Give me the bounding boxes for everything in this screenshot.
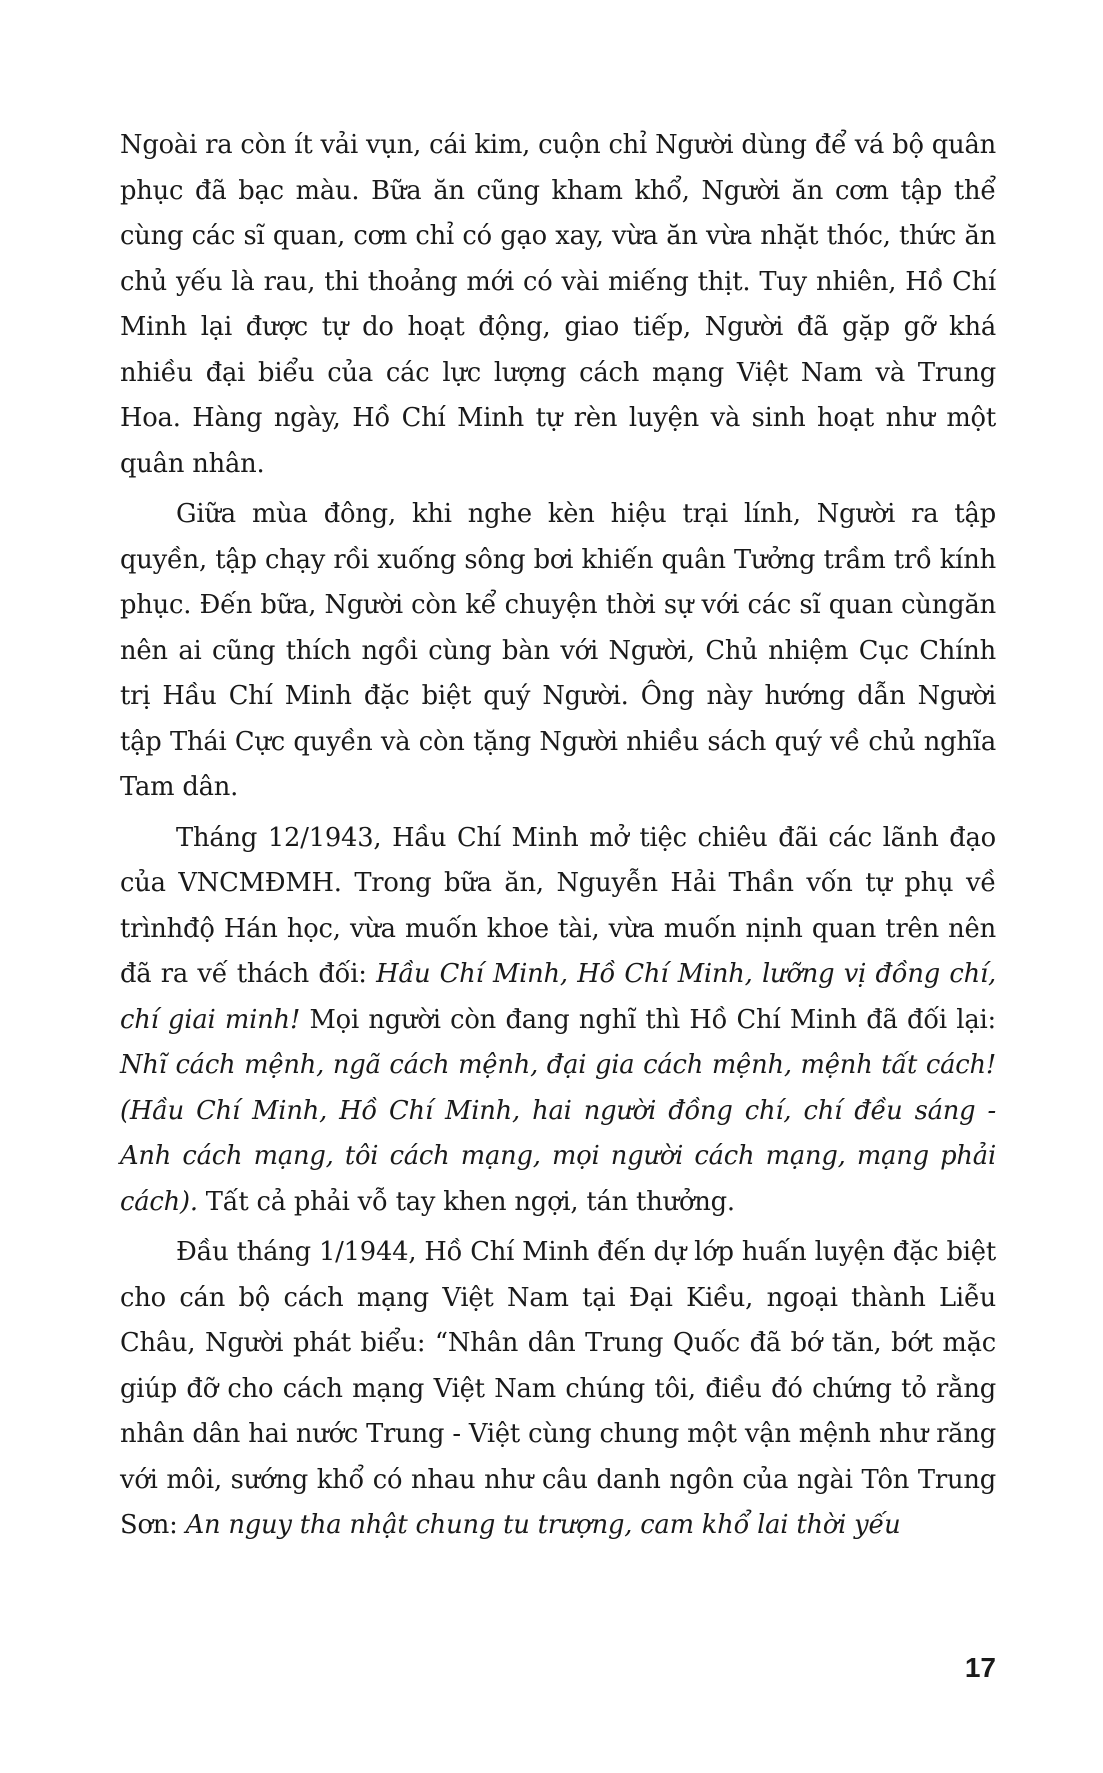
page-number: 17 xyxy=(964,1652,996,1683)
paragraph-1-run-1: Ngoài ra còn ít vải vụn, cái kim, cuộn chỉ Người dùng để vá bộ quân phục đã bạc màu. Bữa ăn cũng kham khổ, Người ăn cơm tập thể cùng các sĩ quan, cơm chỉ có gạo xay, vừa ăn vừa nhặt thóc, thức ăn chủ yếu là rau, thi thoảng mới có vài miếng thịt. Tuy nhiên, Hồ Chí Minh lại được tự do hoạt động, giao tiếp, Người đã gặp gỡ khá nhiều đại biểu của các lực lượng cách mạng Việt Nam và Trung Hoa. Hàng ngày, Hồ Chí Minh tự rèn luyện và sinh hoạt như một quân nhân. xyxy=(120,130,996,479)
paragraph-2 xyxy=(120,492,996,811)
paragraph-3-run-3: Mọi người còn đang nghĩ thì Hồ Chí Minh đã đối lại: xyxy=(300,1004,996,1035)
paragraph-1 xyxy=(120,123,996,487)
paragraph-4-run-1: Đầu tháng 1/1944, Hồ Chí Minh đến dự lớp huấn luyện đặc biệt cho cán bộ cách mạng Việt Nam tại Đại Kiều, ngoại thành Liễu Châu, Người phát biểu: “Nhân dân Trung Quốc đã bớ tăn, bớt mặc giúp đỡ cho cách mạng Việt Nam chúng tôi, điều đó chứng tỏ rằng nhân dân hai nước Trung - Việt cùng chung một vận mệnh như răng với môi, sướng khổ có nhau như câu danh ngôn của ngài Tôn Trung Sơn: xyxy=(120,1237,996,1540)
paragraph-4-quote: An nguy tha nhật chung tu trượng, cam khổ lai thời yếu xyxy=(185,1510,901,1540)
paragraph-4 xyxy=(120,1230,996,1549)
paragraph-2-run-1: Giữa mùa đông, khi nghe kèn hiệu trại lính, Người ra tập quyền, tập chạy rồi xuống sông bơi khiến quân Tưởng trầm trồ kính phục. Đến bữa, Người còn kể chuyện thời sự với các sĩ quan cùngăn nên ai cũng thích ngồi cùng bàn với Người, Chủ nhiệm Cục Chính trị Hầu Chí Minh đặc biệt quý Người. Ông này hướng dẫn Người tập Thái Cực quyền và còn tặng Người nhiều sách quý về chủ nghĩa Tam dân. xyxy=(120,499,996,802)
body-text xyxy=(120,123,996,1554)
paragraph-3 xyxy=(120,816,996,1226)
paragraph-3-run-5: Tất cả phải vỗ tay khen ngợi, tán thưởng. xyxy=(197,1186,735,1217)
paragraph-3-couplet-1: Hầu Chí Minh, Hồ Chí Minh, lưỡng vị đồng chí, chí giai minh! xyxy=(120,959,996,1035)
paragraph-3-couplet-2: Nhĩ cách mệnh, ngã cách mệnh, đại gia cách mệnh, mệnh tất cách! (Hầu Chí Minh, Hồ Chí Minh, hai người đồng chí, chí đều sáng - Anh cách mạng, tôi cách mạng, mọi người cách mạng, mạng phải cách). xyxy=(120,1050,996,1217)
paragraph-3-run-1: Tháng 12/1943, Hầu Chí Minh mở tiệc chiêu đãi các lãnh đạo của VNCMĐMH. Trong bữa ăn, Nguyễn Hải Thần vốn tự phụ về trìnhđộ Hán học, vừa muốn khoe tài, vừa muốn nịnh quan trên nên đã ra vế thách đối: xyxy=(120,822,996,989)
